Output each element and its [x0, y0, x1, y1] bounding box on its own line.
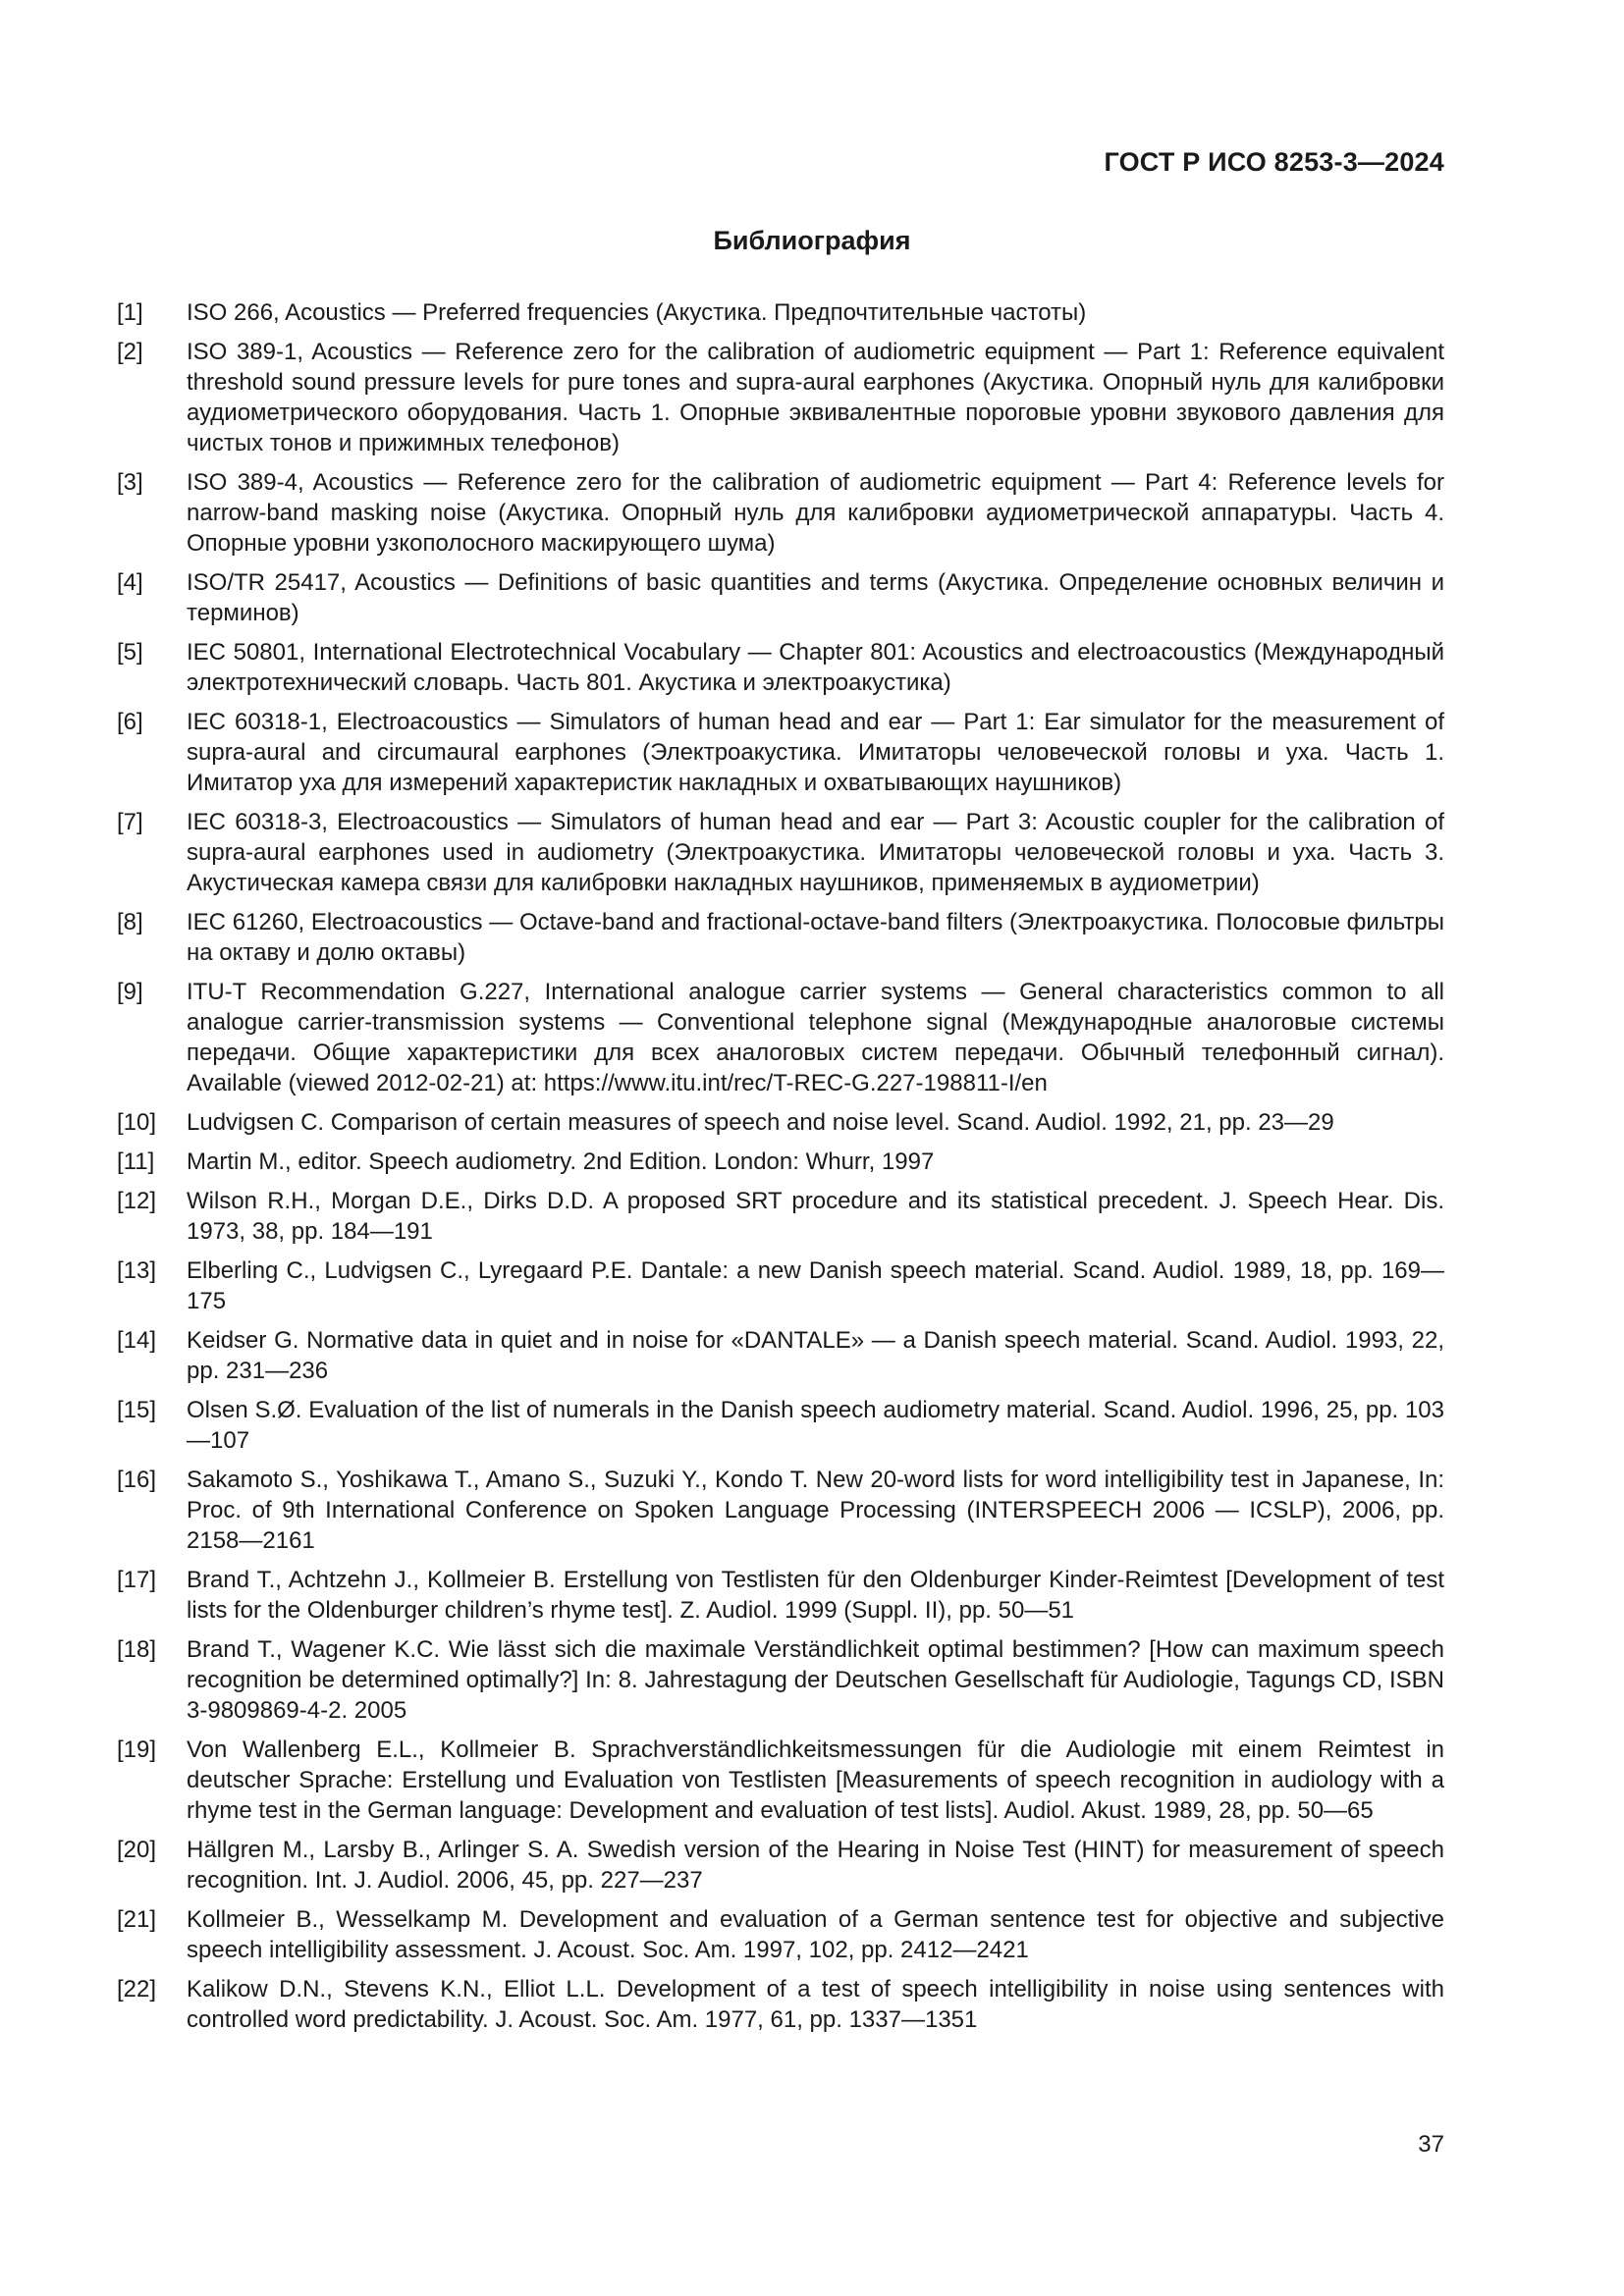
reference-number: [13]	[117, 1257, 157, 1284]
reference-text: Martin M., editor. Speech audiometry. 2nd Edition. London: Whurr, 1997	[187, 1148, 935, 1175]
reference-number: [4]	[117, 569, 143, 596]
reference-number: [10]	[117, 1109, 157, 1136]
reference-text: Brand T., Achtzehn J., Kollmeier B. Erstellung von Testlisten für den Oldenburger Kinder-Reimtest [Development of test lists for the Oldenburger children’s rhyme test]. Z. Audiol. 1999 (Suppl. II), pp. 50—51	[187, 1567, 1444, 1624]
bibliography-entry	[117, 1565, 1444, 1626]
reference-number: [11]	[117, 1148, 155, 1175]
reference-number: [20]	[117, 1837, 157, 1863]
bibliography-entry	[117, 1395, 1444, 1456]
bibliography-entry	[117, 637, 1444, 698]
reference-number: [2]	[117, 339, 143, 365]
reference-number: [1]	[117, 299, 143, 326]
reference-number: [21]	[117, 1906, 157, 1933]
bibliography-entry	[117, 1835, 1444, 1896]
reference-number: [19]	[117, 1736, 157, 1763]
bibliography-entry	[117, 467, 1444, 559]
document-id-header: ГОСТ Р ИСО 8253-3—2024	[1104, 147, 1444, 177]
reference-number: [15]	[117, 1397, 157, 1423]
bibliography-entry	[117, 1465, 1444, 1556]
reference-text: IEC 60318-3, Electroacoustics — Simulators of human head and ear — Part 3: Acoustic coupler for the calibration of supra-aural earphones used in audiometry (Электроакустика. Имитаторы человеческой головы и уха. Часть 3. Акустическая камера связи для калибровки накладных наушников, применяемых в аудиометрии)	[187, 809, 1444, 896]
reference-text: ISO 389-1, Acoustics — Reference zero for the calibration of audiometric equipment — Part 1: Reference equivalent threshold sound pressure levels for pure tones and supra-aural earphones (Акустика. Опорный нуль для калибровки аудиометрического оборудования. Часть 1. Опорные эквивалентные пороговые уровни звукового давления для чистых тонов и прижимных телефонов)	[187, 339, 1444, 456]
bibliography-entry	[117, 1735, 1444, 1826]
reference-text: Keidser G. Normative data in quiet and in noise for «DANTALE» — a Danish speech material. Scand. Audiol. 1993, 22, pp. 231—236	[187, 1327, 1444, 1384]
reference-text: IEC 61260, Electroacoustics — Octave-band and fractional-octave-band filters (Электроакустика. Полосовые фильтры на октаву и долю октавы)	[187, 909, 1444, 966]
bibliography-entry	[117, 977, 1444, 1098]
reference-number: [12]	[117, 1188, 157, 1214]
reference-text: Wilson R.H., Morgan D.E., Dirks D.D. A proposed SRT procedure and its statistical precedent. J. Speech Hear. Dis. 1973, 38, pp. 184—191	[187, 1188, 1444, 1245]
bibliography-entry	[117, 337, 1444, 458]
bibliography-entry	[117, 567, 1444, 628]
bibliography-entry	[117, 1255, 1444, 1316]
reference-number: [3]	[117, 469, 143, 496]
reference-text: Von Wallenberg E.L., Kollmeier B. Sprachverständlichkeitsmessungen für die Audiologie mit einem Reimtest in deutscher Sprache: Erstellung und Evaluation von Testlisten [Measurements of speech recognition in audiology with a rhyme test in the German language: Development and evaluation of test lists]. Audiol. Akust. 1989, 28, pp. 50—65	[187, 1736, 1444, 1824]
bibliography-entry	[117, 297, 1444, 328]
bibliography-entry	[117, 707, 1444, 798]
bibliography-entry	[117, 1904, 1444, 1965]
page-number: 37	[1418, 2131, 1444, 2158]
bibliography-entry	[117, 807, 1444, 898]
reference-number: [6]	[117, 709, 143, 735]
bibliography-entry	[117, 1107, 1444, 1138]
reference-number: [8]	[117, 909, 143, 935]
reference-text: ISO 389-4, Acoustics — Reference zero for the calibration of audiometric equipment — Part 4: Reference levels for narrow-band masking noise (Акустика. Опорный нуль для калибровки аудиометрической аппаратуры. Часть 4. Опорные уровни узкополосного маскирующего шума)	[187, 469, 1444, 557]
bibliography-entry	[117, 1147, 1444, 1177]
reference-text: ITU-T Recommendation G.227, International analogue carrier systems — General characteristics common to all analogue carrier-transmission systems — Conventional telephone signal (Международные аналоговые системы передачи. Общие характеристики для всех аналоговых систем передачи. Обычный телефонный сигнал). Available (viewed 2012-02-21) at: https://www.itu.int/rec/T-REC-G.227-198811-I/en	[187, 979, 1444, 1096]
reference-text: IEC 50801, International Electrotechnical Vocabulary — Chapter 801: Acoustics and electroacoustics (Международный электротехнический словарь. Часть 801. Акустика и электроакустика)	[187, 639, 1444, 696]
reference-number: [18]	[117, 1636, 157, 1663]
bibliography-entry	[117, 1974, 1444, 2035]
reference-text: Brand T., Wagener K.C. Wie lässt sich die maximale Verständlichkeit optimal bestimmen? [How can maximum speech recognition be determined optimally?] In: 8. Jahrestagung der Deutschen Gesellschaft für Audiologie, Tagungs CD, ISBN 3-9809869-4-2. 2005	[187, 1636, 1444, 1724]
reference-text: Kollmeier B., Wesselkamp M. Development and evaluation of a German sentence test for objective and subjective speech intelligibility assessment. J. Acoust. Soc. Am. 1997, 102, pp. 2412—2421	[187, 1906, 1444, 1963]
page-title: Библиография	[713, 226, 911, 255]
bibliography-entry	[117, 1634, 1444, 1726]
reference-text: Ludvigsen C. Comparison of certain measures of speech and noise level. Scand. Audiol. 1992, 21, pp. 23—29	[187, 1109, 1334, 1136]
bibliography-entry	[117, 907, 1444, 968]
reference-number: [5]	[117, 639, 143, 666]
reference-number: [14]	[117, 1327, 157, 1354]
reference-number: [16]	[117, 1467, 157, 1493]
reference-text: Sakamoto S., Yoshikawa T., Amano S., Suzuki Y., Kondo T. New 20-word lists for word intelligibility test in Japanese, In: Proc. of 9th International Conference on Spoken Language Processing (INTERSPEECH 2006 — ICSLP), 2006, pp. 2158—2161	[187, 1467, 1444, 1554]
reference-text: ISO/TR 25417, Acoustics — Definitions of basic quantities and terms (Акустика. Определение основных величин и терминов)	[187, 569, 1444, 626]
reference-text: IEC 60318-1, Electroacoustics — Simulators of human head and ear — Part 1: Ear simulator for the measurement of supra-aural and circumaural earphones (Электроакустика. Имитаторы человеческой головы и уха. Часть 1. Имитатор уха для измерений характеристик накладных и охватывающих наушников)	[187, 709, 1444, 796]
reference-number: [17]	[117, 1567, 157, 1593]
reference-text: Hällgren M., Larsby B., Arlinger S. A. Swedish version of the Hearing in Noise Test (HINT) for measurement of speech recognition. Int. J. Audiol. 2006, 45, pp. 227—237	[187, 1837, 1444, 1894]
bibliography-entry	[117, 1325, 1444, 1386]
bibliography-entry	[117, 1186, 1444, 1247]
reference-number: [7]	[117, 809, 143, 835]
bibliography-list	[117, 297, 1444, 2044]
reference-text: ISO 266, Acoustics — Preferred frequencies (Акустика. Предпочтительные частоты)	[187, 299, 1087, 326]
reference-text: Kalikow D.N., Stevens K.N., Elliot L.L. Development of a test of speech intelligibility in noise using sentences with controlled word predictability. J. Acoust. Soc. Am. 1977, 61, pp. 1337—1351	[187, 1976, 1444, 2033]
reference-number: [9]	[117, 979, 143, 1005]
reference-text: Olsen S.Ø. Evaluation of the list of numerals in the Danish speech audiometry material. Scand. Audiol. 1996, 25, pp. 103—107	[187, 1397, 1444, 1454]
reference-number: [22]	[117, 1976, 157, 2002]
reference-text: Elberling C., Ludvigsen C., Lyregaard P.E. Dantale: a new Danish speech material. Scand. Audiol. 1989, 18, pp. 169—175	[187, 1257, 1444, 1314]
